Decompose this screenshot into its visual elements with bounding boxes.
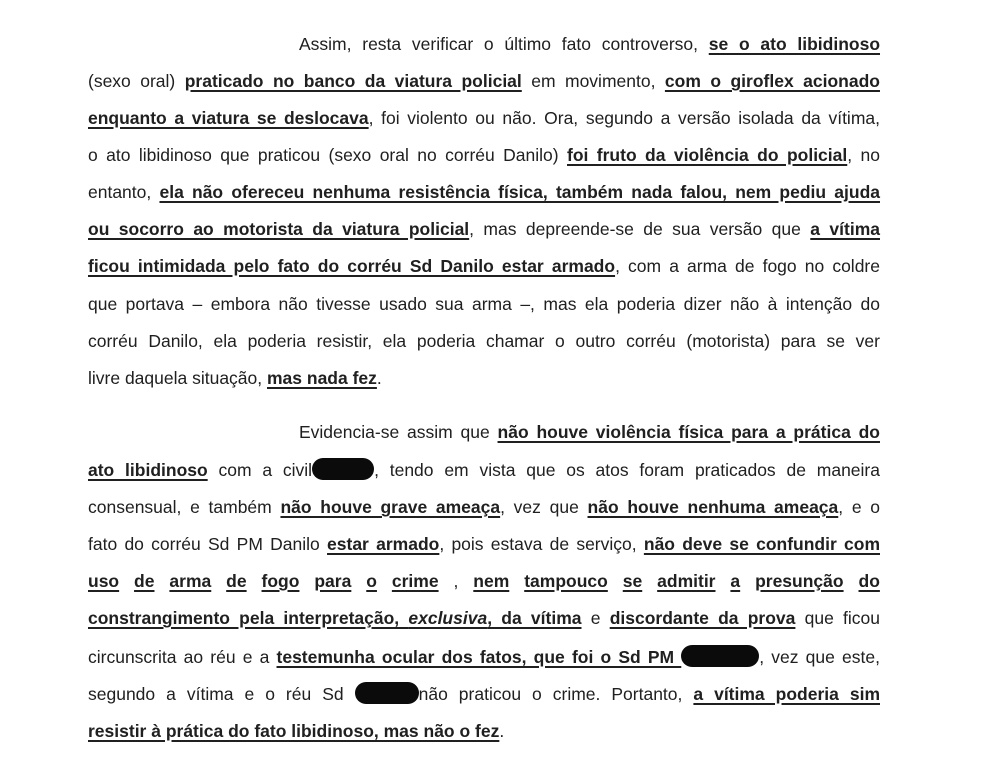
redaction-mark (312, 458, 374, 480)
body-text: em movimento, (521, 71, 665, 91)
body-text: consensual, e também (88, 497, 281, 517)
text-line (88, 529, 880, 559)
emphasized-text: uso (88, 571, 120, 591)
body-text: . (499, 721, 505, 741)
emphasized-text: praticado no banco da viatura policial (184, 71, 522, 91)
text-line (88, 289, 880, 319)
emphasized-text: resistir à prática do fato libidinoso, mas não o fez (88, 721, 500, 741)
emphasized-text: presunção (755, 571, 844, 591)
body-text: , pois estava de serviço, (439, 534, 644, 554)
emphasized-text: com o giroflex acionado (664, 71, 880, 91)
body-text: fato do corréu Sd PM Danilo (88, 534, 328, 554)
body-text: , (453, 571, 459, 591)
emphasized-text: exclusiva (408, 608, 488, 628)
text-line (88, 454, 880, 484)
emphasized-text: de (134, 571, 155, 591)
text-line (88, 678, 880, 708)
body-text: que ficou (795, 608, 881, 628)
emphasized-text: testemunha ocular dos fatos, que foi o Sd PM (276, 647, 682, 667)
text-line (88, 566, 880, 596)
text-line (88, 641, 880, 671)
body-text: (sexo oral) (88, 71, 185, 91)
emphasized-text: , da vítima (487, 608, 582, 628)
body-text: entanto, (88, 182, 160, 202)
emphasized-text: o (366, 571, 377, 591)
text-line (88, 603, 880, 633)
emphasized-text: admitir (657, 571, 716, 591)
emphasized-text: arma (169, 571, 212, 591)
body-text: , com a arma de fogo no coldre (615, 256, 880, 276)
emphasized-text: estar armado (327, 534, 440, 554)
body-text: corréu Danilo, ela poderia resistir, ela poderia chamar o outro corréu (motorista) para se ver (88, 331, 880, 351)
emphasized-text: para (314, 571, 352, 591)
emphasized-text: a vítima poderia sim (693, 684, 880, 704)
text-line (88, 214, 880, 244)
text-line (88, 103, 880, 133)
emphasized-text: nem (473, 571, 510, 591)
text-line (88, 716, 880, 746)
emphasized-text: não houve grave ameaça (280, 497, 501, 517)
emphasized-text: a (730, 571, 741, 591)
emphasized-text: ato libidinoso (88, 460, 208, 480)
body-text: , no (847, 145, 880, 165)
body-text: o ato libidinoso que praticou (sexo oral no corréu Danilo) (88, 145, 568, 165)
emphasized-text: crime (391, 571, 439, 591)
emphasized-text: do (858, 571, 880, 591)
text-line (88, 363, 880, 393)
emphasized-text: fogo (261, 571, 300, 591)
emphasized-text: tampouco (524, 571, 608, 591)
emphasized-text: foi fruto da violência do policial (567, 145, 848, 165)
emphasized-text: enquanto a viatura se deslocava (88, 108, 369, 128)
text-line (88, 29, 880, 59)
emphasized-text: discordante da prova (609, 608, 796, 628)
body-text: , mas depreende-se de sua versão que (469, 219, 811, 239)
body-text: , vez que este, (759, 647, 880, 667)
emphasized-text: não houve violência física para a prática do (497, 422, 880, 442)
body-text: Evidencia-se assim que (299, 422, 498, 442)
text-line (88, 251, 880, 281)
emphasized-text: ela não ofereceu nenhuma resistência física, também nada falou, nem pediu ajuda (159, 182, 880, 202)
text-line (88, 66, 880, 96)
emphasized-text: se o ato libidinoso (708, 34, 881, 54)
body-text: que portava – embora não tivesse usado sua arma –, mas ela poderia dizer não à intenção do (88, 294, 880, 314)
emphasized-text: constrangimento pela interpretação, (88, 608, 409, 628)
text-line (88, 326, 880, 356)
emphasized-text: não deve se confundir com (643, 534, 880, 554)
emphasized-text: a vítima (810, 219, 880, 239)
text-line (88, 140, 880, 170)
body-text: . (376, 368, 382, 388)
body-text: , e o (838, 497, 880, 517)
text-line (88, 177, 880, 207)
emphasized-text: mas nada fez (267, 368, 377, 388)
body-text: não praticou o crime. Portanto, (418, 684, 694, 704)
body-text: Assim, resta verificar o último fato controverso, (299, 34, 709, 54)
emphasized-text: não houve nenhuma ameaça (587, 497, 839, 517)
body-text: , vez que (500, 497, 588, 517)
body-text: e (581, 608, 610, 628)
emphasized-text: se (622, 571, 643, 591)
body-text: circunscrita ao réu e a (88, 647, 277, 667)
text-line (88, 417, 880, 447)
text-line (88, 492, 880, 522)
emphasized-text: de (226, 571, 247, 591)
body-text: , foi violento ou não. Ora, segundo a versão isolada da vítima, (368, 108, 880, 128)
body-text: , tendo em vista que os atos foram praticados de maneira (374, 460, 880, 480)
redaction-mark (355, 682, 419, 704)
emphasized-text: ou socorro ao motorista da viatura policial (88, 219, 470, 239)
body-text: com a civil (207, 460, 313, 480)
redaction-mark (681, 645, 759, 667)
emphasized-text: ficou intimidada pelo fato do corréu Sd Danilo estar armado (88, 256, 616, 276)
body-text: segundo a vítima e o réu Sd (88, 684, 355, 704)
body-text: livre daquela situação, (88, 368, 267, 388)
